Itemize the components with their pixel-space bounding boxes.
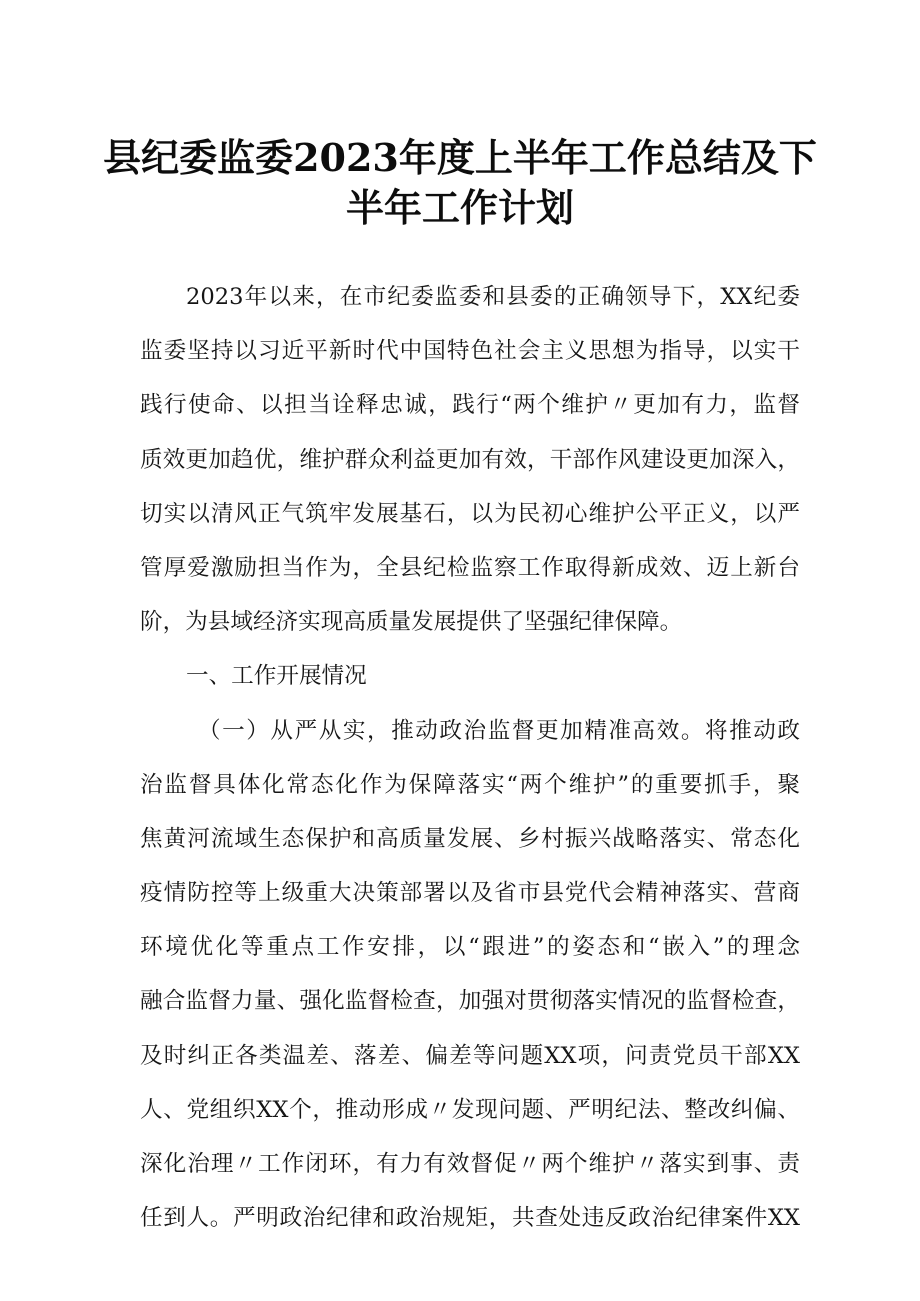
paragraph-line: 融合监督力量、强化监督检查，加强对贯彻落实情况的监督检查， (140, 988, 800, 1015)
section-heading: 一、工作开展情况 (186, 663, 367, 690)
document-body (140, 270, 800, 1245)
document-title-line-1: 县纪委监委2023年度上半年工作总结及下 (103, 135, 817, 180)
paragraph-line: 焦黄河流域生态保护和高质量发展、乡村振兴战略落实、常态化 (140, 825, 800, 852)
paragraph-line: 深化治理〃工作闭环，有力有效督促〃两个维护〃落实到事、责 (140, 1151, 800, 1177)
paragraph-line: 环境优化等重点工作安排，以“跟进”的姿态和“嵌入”的理念 (140, 934, 800, 961)
paragraph-line: 任到人。严明政治纪律和政治规矩，共查处违反政治纪律案件XX (140, 1205, 800, 1232)
paragraph-line: 质效更加趋优，维护群众利益更加有效，干部作风建设更加深入， (140, 446, 800, 473)
document-title-line-2: 半年工作计划 (345, 185, 574, 230)
paragraph-line: 治监督具体化常态化作为保障落实“两个维护”的重要抓手，聚 (140, 771, 800, 798)
paragraph-line: 人、党组织XX个，推动形成〃发现问题、严明纪法、整改纠偏、 (140, 1096, 800, 1123)
paragraph-line: 疫情防控等上级重大决策部署以及省市县党代会精神落实、营商 (140, 880, 800, 907)
paragraph-line: 践行使命、以担当诠释忠诚，践行“两个维护〃更加有力，监督 (140, 392, 800, 419)
paragraph-line: 管厚爱激励担当作为，全县纪检监察工作取得新成效、迈上新台 (140, 554, 800, 581)
paragraph-line: 及时纠正各类温差、落差、偏差等问题XX项，问责党员干部XX (140, 1042, 800, 1069)
paragraph-line: 阶，为县域经济实现高质量发展提供了坚强纪律保障。 (140, 609, 683, 636)
paragraph-line: 切实以清风正气筑牢发展基石，以为民初心维护公平正义，以严 (140, 500, 800, 527)
paragraph-line: 2023年以来，在市纪委监委和县委的正确领导下，XX纪委 (186, 284, 800, 310)
paragraph-line: 监委坚持以习近平新时代中国特色社会主义思想为指导，以实干 (140, 338, 800, 365)
paragraph-line: （一）从严从实，推动政治监督更加精准高效。将推动政 (198, 717, 800, 744)
